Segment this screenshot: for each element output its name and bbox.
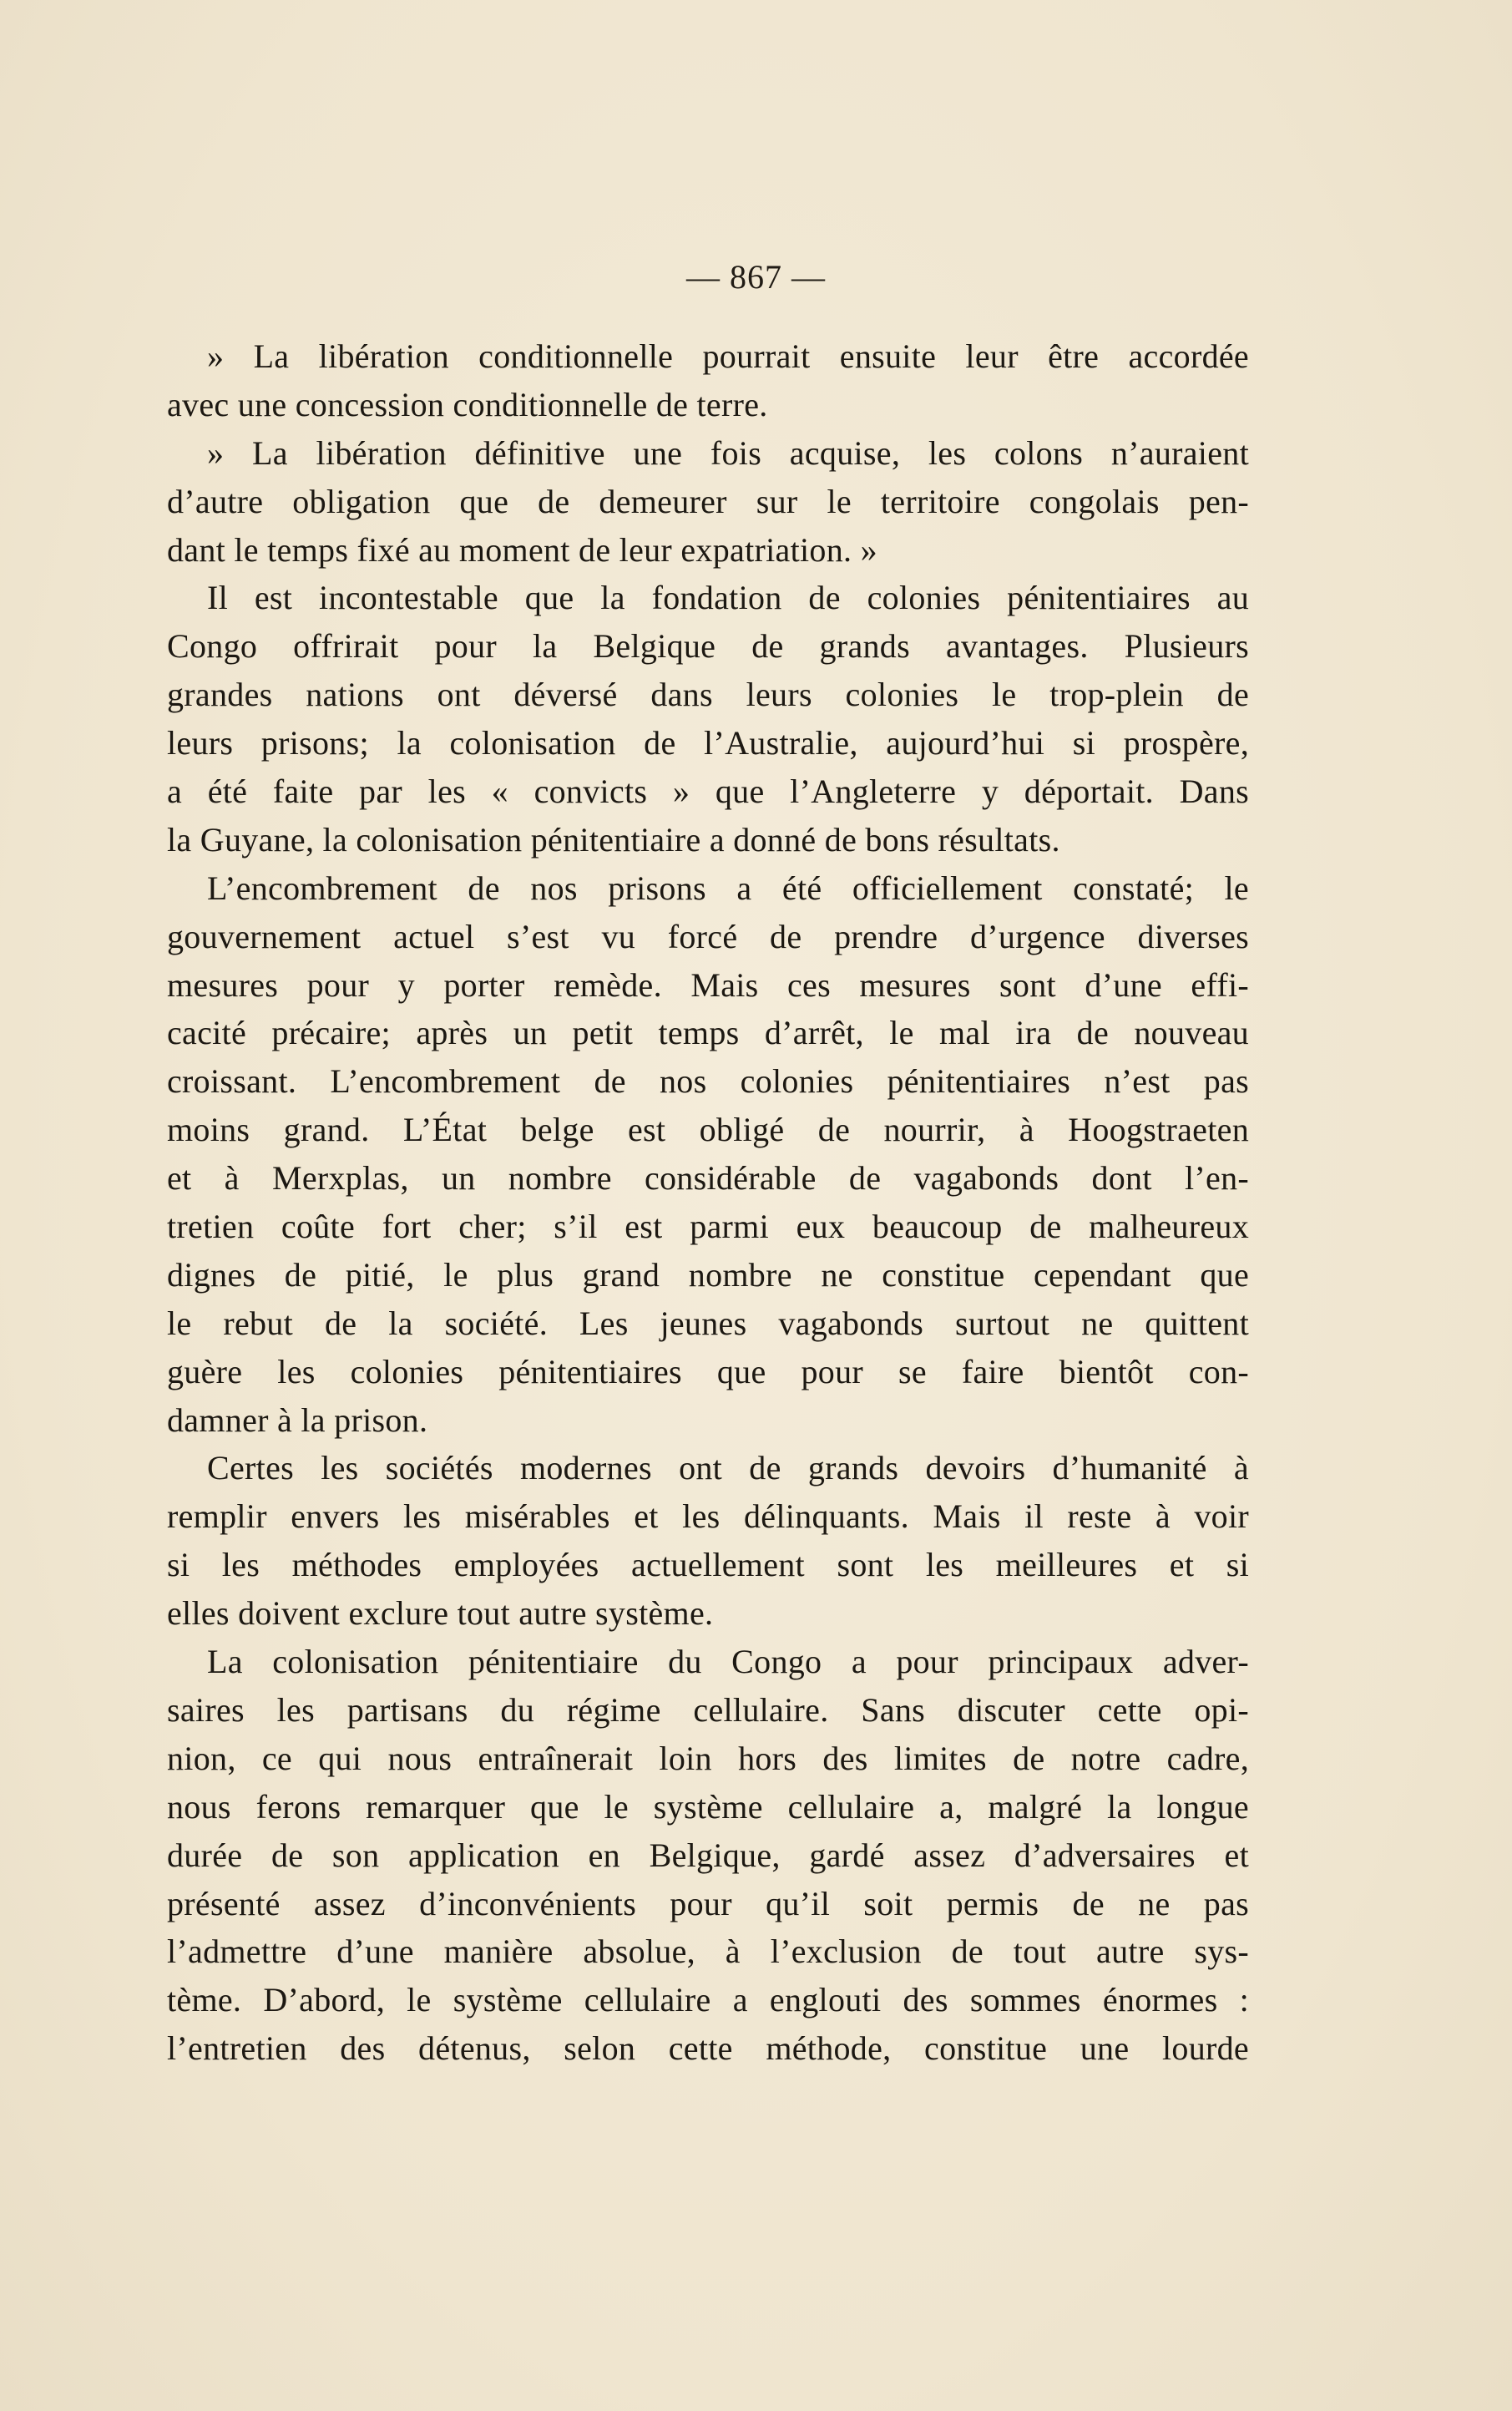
text-line: L’encombrement de nos prisons a été officiellement constaté; le	[207, 869, 1249, 907]
text-line: la Guyane, la colonisation pénitentiaire a donné de bons résultats.	[167, 820, 1060, 859]
text-line: durée de son application en Belgique, gardé assez d’adversaires et	[167, 1836, 1249, 1874]
text-line: Congo offrirait pour la Belgique de grands avantages. Plusieurs	[167, 627, 1249, 666]
text-line: le rebut de la société. Les jeunes vagabonds surtout ne quittent	[167, 1304, 1249, 1342]
text-line: elles doivent exclure tout autre système.	[167, 1594, 714, 1633]
text-line: d’autre obligation que de demeurer sur le territoire congolais pen-	[167, 482, 1249, 520]
text-line: cacité précaire; après un petit temps d’arrêt, le mal ira de nouveau	[167, 1014, 1249, 1052]
text-line: remplir envers les misérables et les délinquants. Mais il reste à voir	[167, 1497, 1249, 1536]
text-line: dant le temps fixé au moment de leur expatriation. »	[167, 530, 877, 569]
text-line: nous ferons remarquer que le système cellulaire a, malgré la longue	[167, 1787, 1249, 1826]
text-line: tretien coûte fort cher; s’il est parmi eux beaucoup de malheureux	[167, 1208, 1249, 1246]
page-number: — 867 —	[686, 258, 826, 296]
text-line: grandes nations ont déversé dans leurs colonies le trop-plein de	[167, 676, 1249, 714]
text-line: dignes de pitié, le plus grand nombre ne constitue cependant que	[167, 1255, 1249, 1294]
text-line: La colonisation pénitentiaire du Congo a pour principaux adver-	[207, 1643, 1249, 1681]
text-line: moins grand. L’État belge est obligé de nourrir, à Hoogstraeten	[167, 1111, 1249, 1149]
text-line: tème. D’abord, le système cellulaire a englouti des sommes énormes :	[167, 1981, 1249, 2019]
text-line: si les méthodes employées actuellement sont les meilleures et si	[167, 1546, 1249, 1584]
body-text	[167, 332, 1249, 2073]
text-line: Certes les sociétés modernes ont de grands devoirs d’humanité à	[207, 1449, 1249, 1487]
text-line: saires les partisans du régime cellulaire. Sans discuter cette opi-	[167, 1690, 1249, 1729]
text-line: guère les colonies pénitentiaires que pour se faire bientôt con-	[167, 1352, 1249, 1390]
text-line: l’entretien des détenus, selon cette méthode, constitue une lourde	[167, 2029, 1249, 2068]
text-line: nion, ce qui nous entraînerait loin hors des limites de notre cadre,	[167, 1739, 1249, 1777]
text-line: l’admettre d’une manière absolue, à l’exclusion de tout autre sys-	[167, 1932, 1249, 1971]
text-line: gouvernement actuel s’est vu forcé de prendre d’urgence diverses	[167, 917, 1249, 955]
text-line: Il est incontestable que la fondation de colonies pénitentiaires au	[207, 579, 1249, 617]
text-line: présenté assez d’inconvénients pour qu’il soit permis de ne pas	[167, 1884, 1249, 1922]
text-line: mesures pour y porter remède. Mais ces mesures sont d’une effi-	[167, 965, 1249, 1004]
text-line: » La libération conditionnelle pourrait ensuite leur être accordée	[207, 337, 1249, 375]
text-line: leurs prisons; la colonisation de l’Australie, aujourd’hui si prospère,	[167, 724, 1249, 762]
text-line: a été faite par les « convicts » que l’Angleterre y déportait. Dans	[167, 772, 1249, 811]
text-line: damner à la prison.	[167, 1401, 428, 1439]
text-line: et à Merxplas, un nombre considérable de vagabonds dont l’en-	[167, 1159, 1249, 1198]
text-line: avec une concession conditionnelle de terre.	[167, 385, 768, 423]
text-line: » La libération définitive une fois acquise, les colons n’auraient	[207, 433, 1249, 472]
text-line: croissant. L’encombrement de nos colonies pénitentiaires n’est pas	[167, 1062, 1249, 1101]
